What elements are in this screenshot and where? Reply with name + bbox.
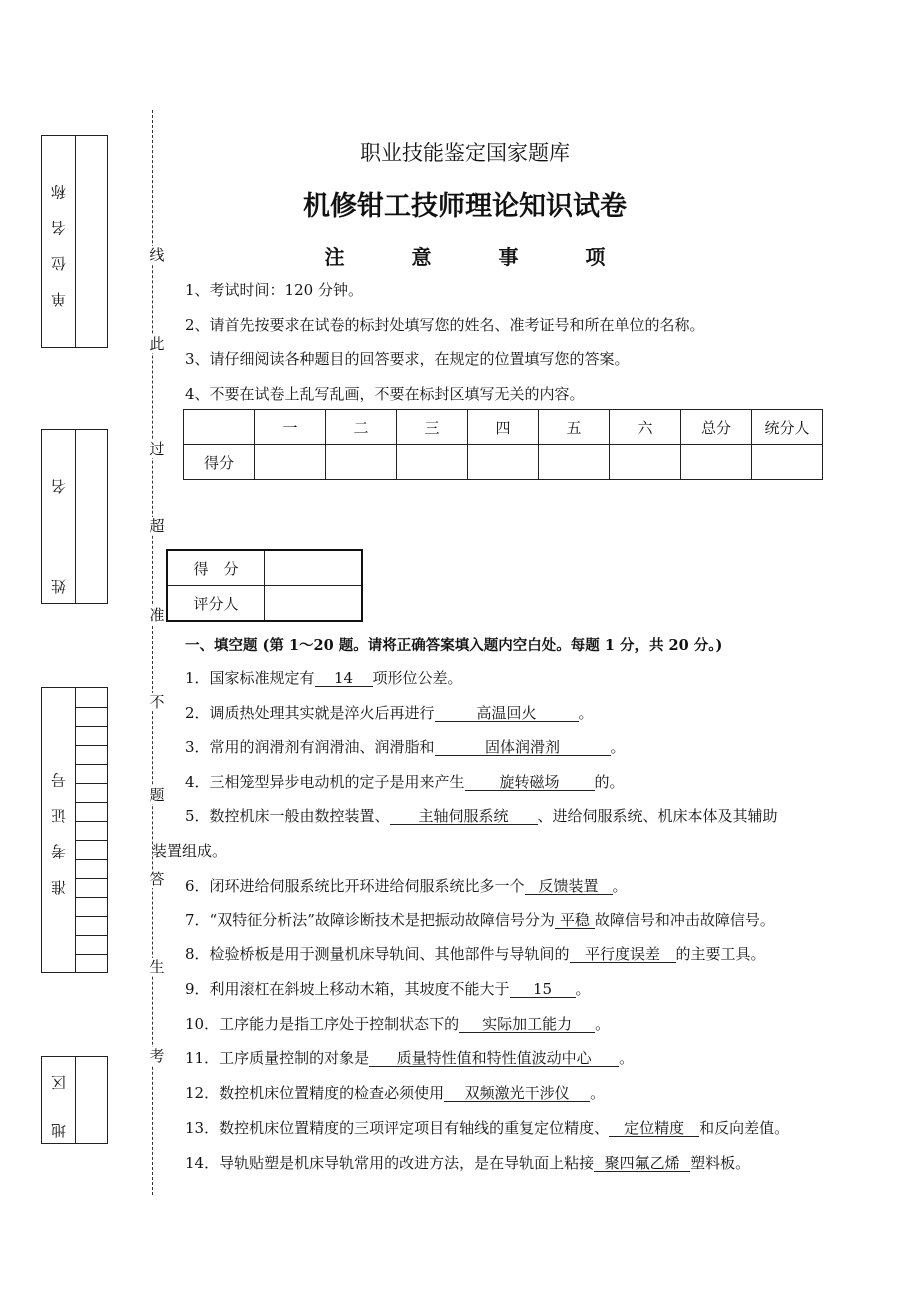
question-item xyxy=(185,978,591,999)
score-header-cell: 四 xyxy=(468,410,539,445)
region-box xyxy=(41,1056,108,1144)
question-item xyxy=(185,909,775,930)
question-item xyxy=(185,1047,634,1068)
answer-blank[interactable]: 定位精度 xyxy=(609,1120,699,1137)
question-text: 的。 xyxy=(594,773,625,791)
binding-char: 此 xyxy=(149,335,165,353)
question-continuation: 装置组成。 xyxy=(152,842,228,860)
answer-blank[interactable]: 实际加工能力 xyxy=(459,1016,595,1033)
question-item xyxy=(185,702,594,723)
binding-dashed-line xyxy=(152,110,153,1195)
question-item xyxy=(185,667,463,688)
question-text: 9．利用滚杠在斜坡上移动木箱，其坡度不能大于 xyxy=(185,980,510,998)
question-text: 。 xyxy=(610,738,626,756)
question-text: 4．三相笼型异步电动机的定子是用来产生 xyxy=(185,773,465,791)
question-item xyxy=(185,805,778,826)
question-text: 12．数控机床位置精度的检查必须使用 xyxy=(185,1084,445,1102)
score-cell[interactable] xyxy=(326,445,397,480)
question-text: 故障信号和冲击故障信号。 xyxy=(594,911,775,929)
grader-name-cell[interactable] xyxy=(265,586,363,622)
score-header-cell: 五 xyxy=(539,410,610,445)
notes-title: 注 意 事 项 xyxy=(324,245,636,269)
score-row-label: 得分 xyxy=(184,445,255,480)
answer-blank[interactable]: 旋转磁场 xyxy=(465,774,595,791)
binding-char: 题 xyxy=(149,786,165,804)
answer-blank[interactable]: 聚四氟乙烯 xyxy=(594,1155,690,1172)
question-item xyxy=(185,771,625,792)
question-text: 8．检验桥板是用于测量机床导轨间、其他部件与导轨间的 xyxy=(185,945,570,963)
answer-blank[interactable]: 主轴伺服系统 xyxy=(390,808,538,825)
binding-char: 超 xyxy=(149,517,165,535)
binding-char: 线 xyxy=(149,246,165,264)
grader-table xyxy=(166,549,363,622)
question-text: 。 xyxy=(575,980,591,998)
binding-char: 准 xyxy=(149,606,165,624)
name-label: 姓 名 xyxy=(50,439,68,594)
question-text: 3．常用的润滑剂有润滑油、润滑脂和 xyxy=(185,738,435,756)
grader-name-label: 评分人 xyxy=(167,586,265,622)
question-text: 。 xyxy=(578,704,594,722)
answer-blank[interactable]: 反馈装置 xyxy=(525,878,613,895)
answer-blank[interactable]: 双频激光干涉仪 xyxy=(444,1085,590,1102)
question-item xyxy=(185,1152,750,1173)
question-text: 。 xyxy=(590,1084,606,1102)
question-item xyxy=(185,1117,789,1138)
binding-char: 考 xyxy=(149,1047,165,1065)
question-text: 10．工序能力是指工序处于控制状态下的 xyxy=(185,1015,460,1033)
grader-score-cell[interactable] xyxy=(265,550,363,586)
score-header-cell xyxy=(184,410,255,445)
binding-char: 过 xyxy=(149,440,165,458)
score-header-cell: 二 xyxy=(326,410,397,445)
answer-blank[interactable]: 质量特性值和特性值波动中心 xyxy=(369,1050,619,1067)
unit-name-label: 单 位 名 称 xyxy=(50,176,68,307)
note-4: 4、不要在试卷上乱写乱画，不要在标封区填写无关的内容。 xyxy=(185,385,585,403)
question-text: 13．数控机床位置精度的三项评定项目有轴线的重复定位精度、 xyxy=(185,1119,610,1137)
score-cell[interactable] xyxy=(468,445,539,480)
score-cell[interactable] xyxy=(539,445,610,480)
note-1: 1、考试时间：120 分钟。 xyxy=(185,281,363,299)
question-text: 、进给伺服系统、机床本体及其辅助 xyxy=(537,807,778,825)
question-text: 6．闭环进给伺服系统比开环进给伺服系统比多一个 xyxy=(185,877,525,895)
score-table xyxy=(183,409,823,480)
score-cell[interactable] xyxy=(752,445,823,480)
binding-char: 不 xyxy=(149,693,165,711)
score-cell[interactable] xyxy=(681,445,752,480)
question-item xyxy=(185,736,626,757)
question-text: 塑料板。 xyxy=(690,1154,751,1172)
note-2: 2、请首先按要求在试卷的标封处填写您的姓名、准考证号和所在单位的名称。 xyxy=(185,316,705,334)
answer-blank[interactable]: 平行度误差 xyxy=(570,946,676,963)
score-cell[interactable] xyxy=(255,445,326,480)
binding-char: 答 xyxy=(149,870,165,888)
question-text: 2．调质热处理其实就是淬火后再进行 xyxy=(185,704,435,722)
exam-id-box xyxy=(41,687,108,973)
question-text: 11．工序质量控制的对象是 xyxy=(185,1049,370,1067)
question-text: 。 xyxy=(595,1015,611,1033)
region-label: 地 区 xyxy=(50,1061,68,1139)
section-1-title: 一、填空题 (第 1～20 题。请将正确答案填入题内空白处。每题 1 分，共 20 分。) xyxy=(185,637,723,654)
note-3: 3、请仔细阅读各种题目的回答要求，在规定的位置填写您的答案。 xyxy=(185,350,630,368)
question-text: 的主要工具。 xyxy=(675,945,766,963)
exam-id-label: 准 考 证 号 xyxy=(50,764,68,896)
page-subtitle: 职业技能鉴定国家题库 xyxy=(360,141,570,165)
question-text: 14．导轨贴塑是机床导轨常用的改进方法，是在导轨面上粘接 xyxy=(185,1154,595,1172)
question-text: 和反向差值。 xyxy=(699,1119,790,1137)
question-text: 。 xyxy=(619,1049,635,1067)
question-item xyxy=(185,875,628,896)
question-item xyxy=(185,1082,605,1103)
page-title: 机修钳工技师理论知识试卷 xyxy=(303,191,627,222)
name-box xyxy=(41,429,108,604)
score-header-cell: 一 xyxy=(255,410,326,445)
answer-blank[interactable]: 平稳 xyxy=(555,912,595,929)
score-cell[interactable] xyxy=(610,445,681,480)
answer-blank[interactable]: 固体润滑剂 xyxy=(435,739,611,756)
question-text: 。 xyxy=(612,877,628,895)
score-header-cell: 统分人 xyxy=(752,410,823,445)
score-header-cell: 总分 xyxy=(681,410,752,445)
score-cell[interactable] xyxy=(397,445,468,480)
binding-char: 生 xyxy=(149,958,165,976)
question-item xyxy=(185,1013,610,1034)
answer-blank[interactable]: 高温回火 xyxy=(435,705,579,722)
answer-blank[interactable]: 15 xyxy=(510,981,576,998)
question-text: 7．“双特征分析法”故障诊断技术是把振动故障信号分为 xyxy=(185,911,555,929)
score-header-cell: 六 xyxy=(610,410,681,445)
score-table-header-row xyxy=(184,410,823,445)
grader-score-label: 得 分 xyxy=(167,550,265,586)
question-text: 项形位公差。 xyxy=(372,669,463,687)
answer-blank[interactable]: 14 xyxy=(315,670,373,687)
score-table-row xyxy=(184,445,823,480)
score-header-cell: 三 xyxy=(397,410,468,445)
question-item xyxy=(185,943,766,964)
question-text: 1．国家标准规定有 xyxy=(185,669,315,687)
question-text: 5．数控机床一般由数控装置、 xyxy=(185,807,390,825)
